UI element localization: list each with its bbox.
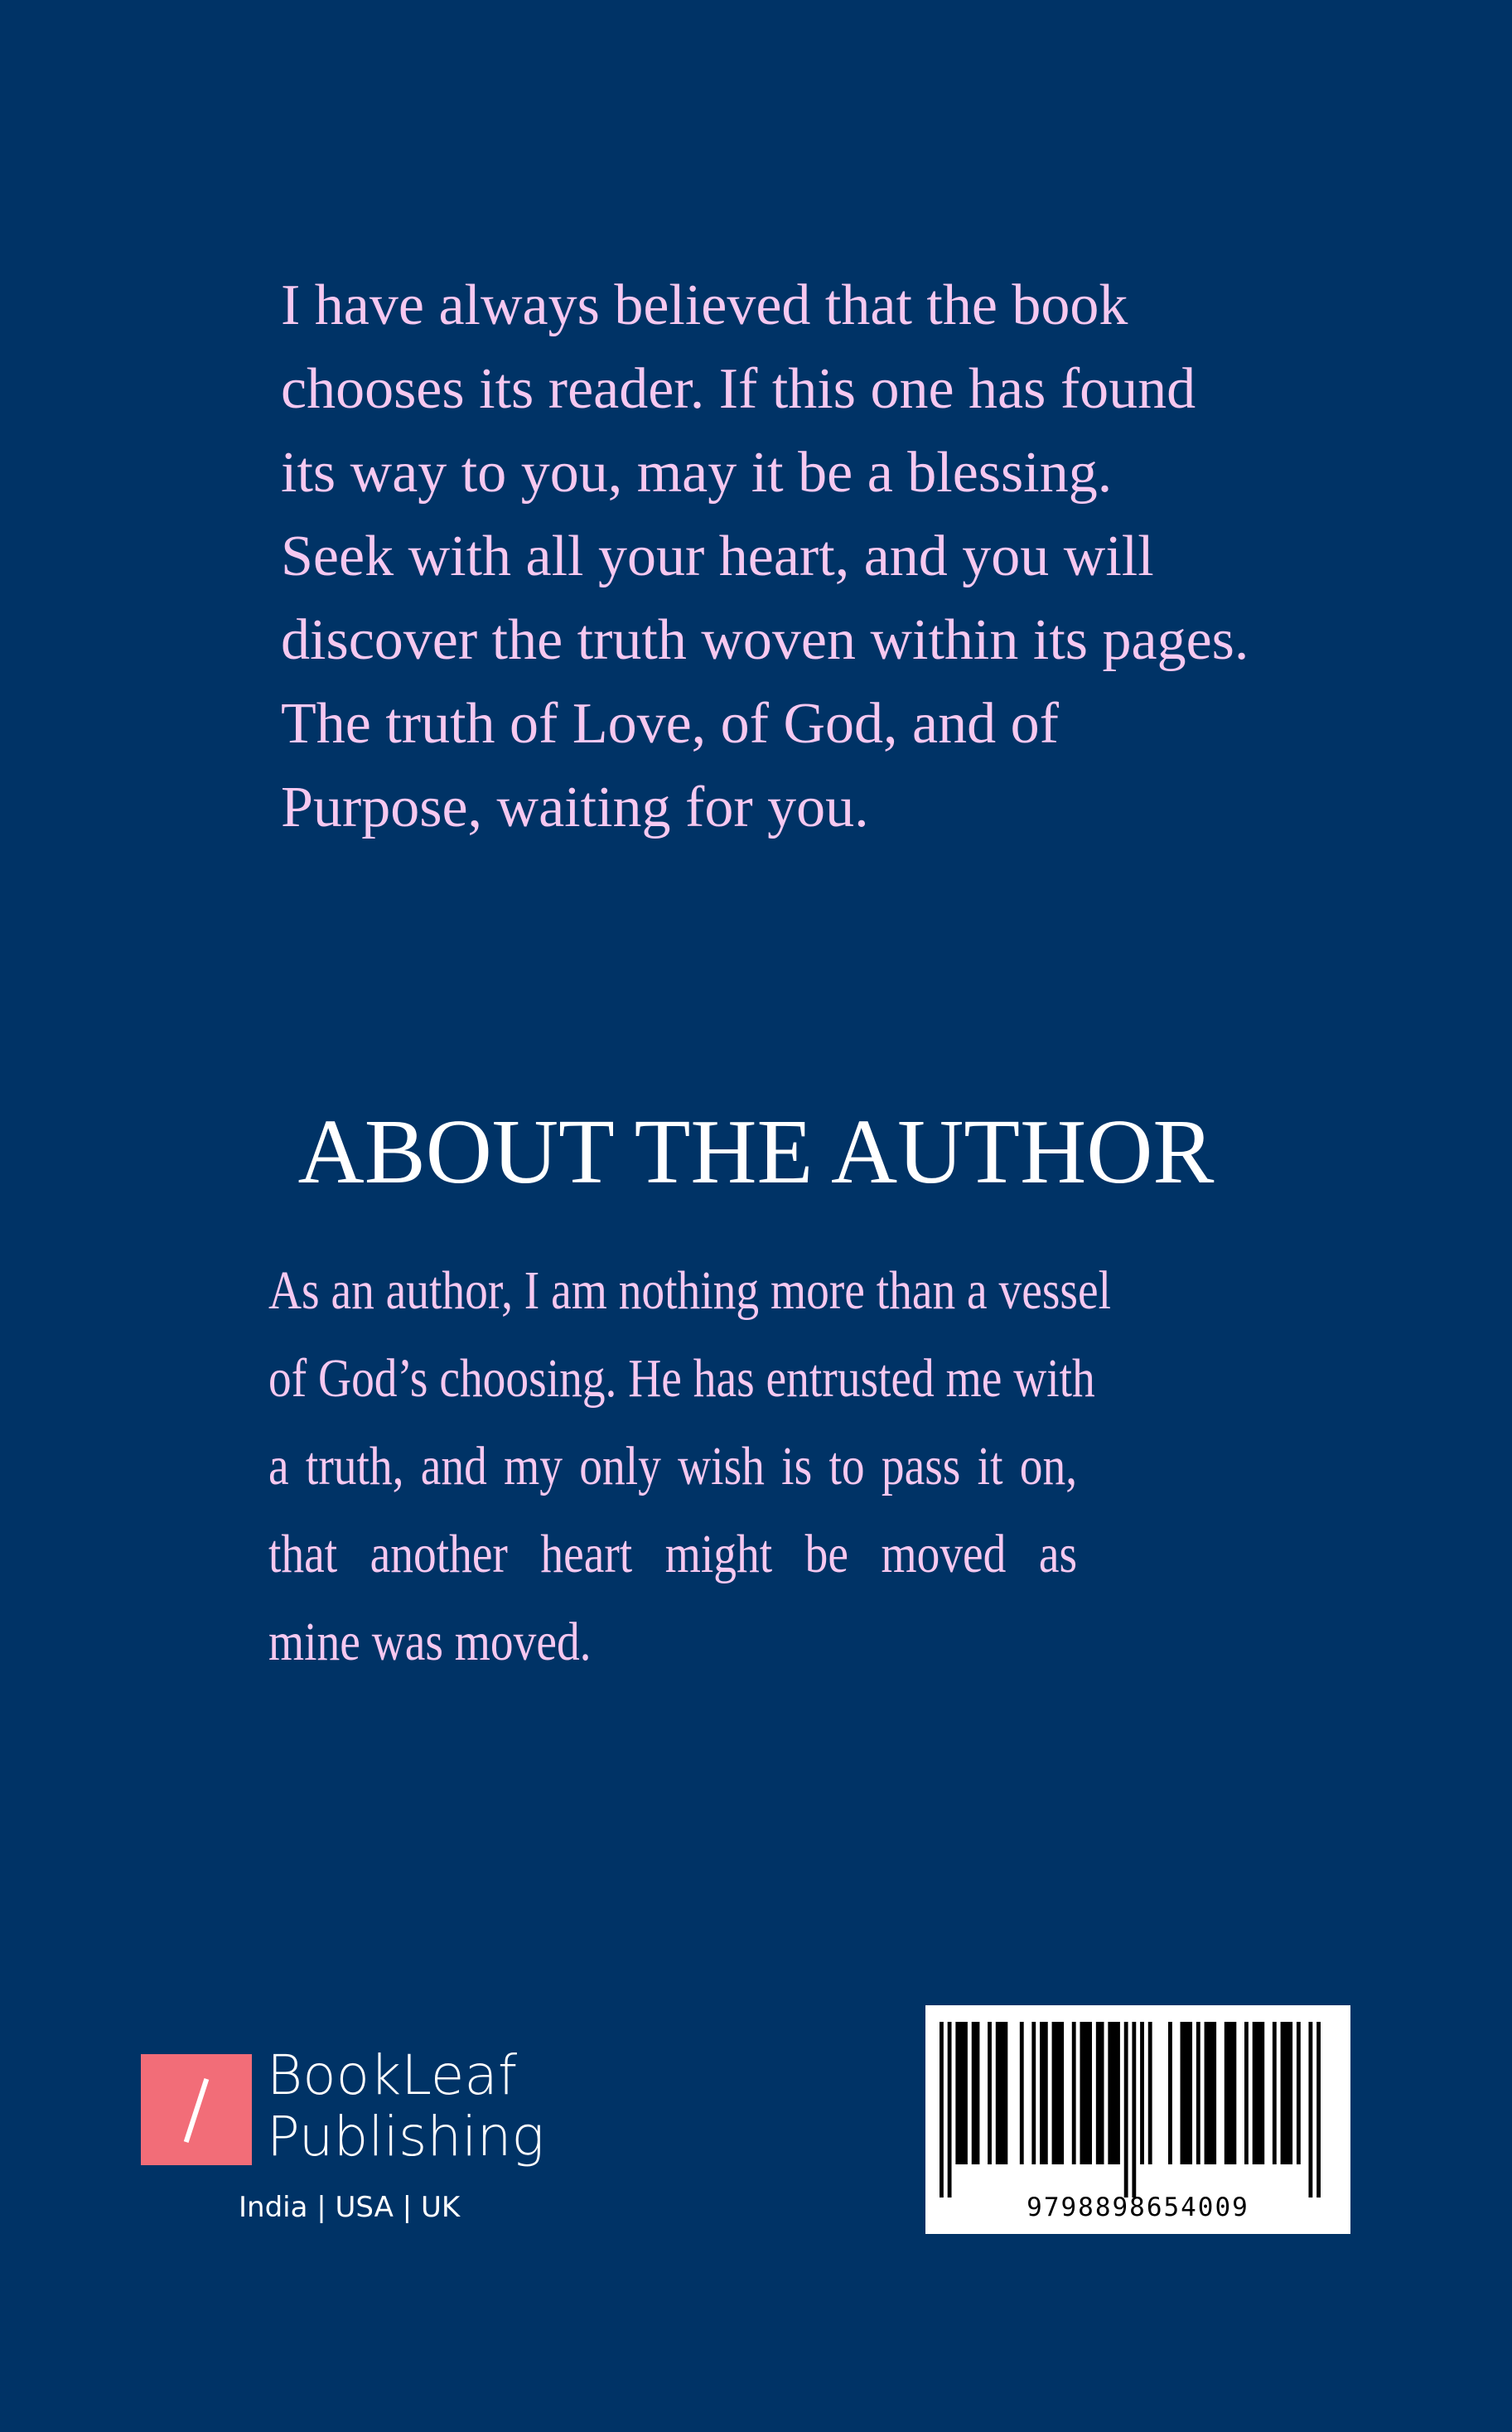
barcode-bars (940, 2022, 1321, 2198)
barcode-bar (948, 2022, 952, 2198)
barcode-bar (1072, 2022, 1076, 2164)
blurb-line: Purpose, waiting for you. (281, 776, 869, 839)
barcode-bar (1205, 2022, 1217, 2164)
blurb-line: discover the truth woven within its pages. (281, 608, 1249, 672)
about-line: of God’s choosing. He has entrusted me with (268, 1348, 1095, 1409)
barcode-bar (1225, 2022, 1237, 2164)
barcode-bar (1297, 2022, 1301, 2164)
about-line: a truth, and my only wish is to pass it on, (268, 1436, 1078, 1496)
barcode-bar (1148, 2022, 1152, 2164)
blurb-line: The truth of Love, of God, and of (281, 692, 1059, 756)
barcode-bar (1096, 2022, 1104, 2164)
blurb-line: chooses its reader. If this one has found (281, 357, 1196, 421)
slash-icon (184, 2078, 209, 2143)
barcode-bar (1132, 2022, 1136, 2198)
about-line: that another heart might be moved as (268, 1524, 1078, 1584)
about-author-paragraph (268, 1247, 1112, 1686)
barcode-bar (1181, 2022, 1193, 2164)
publisher-name (267, 2045, 544, 2168)
isbn-barcode (925, 2005, 1350, 2234)
barcode-number: 9798898654009 (1027, 2193, 1249, 2222)
blurb-line: I have always believed that the book (281, 273, 1128, 337)
about-line: As an author, I am nothing more than a vessel (268, 1260, 1112, 1321)
publisher-regions: India | USA | UK (239, 2191, 461, 2224)
blurb-line: its way to you, may it be a blessing. (281, 441, 1113, 505)
barcode-bar (1124, 2022, 1128, 2198)
blurb-line: Seek with all your heart, and you will (281, 525, 1154, 588)
barcode-bar (1052, 2022, 1065, 2164)
publisher-logo-icon (141, 2054, 252, 2165)
barcode-bar (1316, 2022, 1321, 2198)
barcode-bar (940, 2022, 944, 2198)
barcode-bar (1281, 2022, 1293, 2164)
barcode-bar (1253, 2022, 1265, 2164)
barcode-bar (1273, 2022, 1277, 2164)
about-line: mine was moved. (268, 1612, 592, 1672)
barcode-bar (1244, 2022, 1249, 2164)
barcode-bar (1196, 2022, 1200, 2164)
publisher-name-line2: Publishing (267, 2105, 545, 2168)
barcode-bar (1140, 2022, 1144, 2164)
barcode-bar (1108, 2022, 1120, 2164)
barcode-bar (1308, 2022, 1312, 2198)
publisher-name-line1: BookLeaf (267, 2043, 518, 2107)
barcode-bar (1040, 2022, 1048, 2164)
barcode-bar (955, 2022, 968, 2164)
barcode-bar (996, 2022, 1008, 2164)
blurb-paragraph (281, 264, 1358, 849)
barcode-bar (1020, 2022, 1024, 2164)
about-author-heading: ABOUT THE AUTHOR (297, 1101, 1215, 1203)
barcode-bar (1168, 2022, 1172, 2164)
barcode-bar (1031, 2022, 1036, 2164)
barcode-bar (988, 2022, 992, 2164)
barcode-bar (972, 2022, 980, 2164)
barcode-bar (1080, 2022, 1092, 2164)
